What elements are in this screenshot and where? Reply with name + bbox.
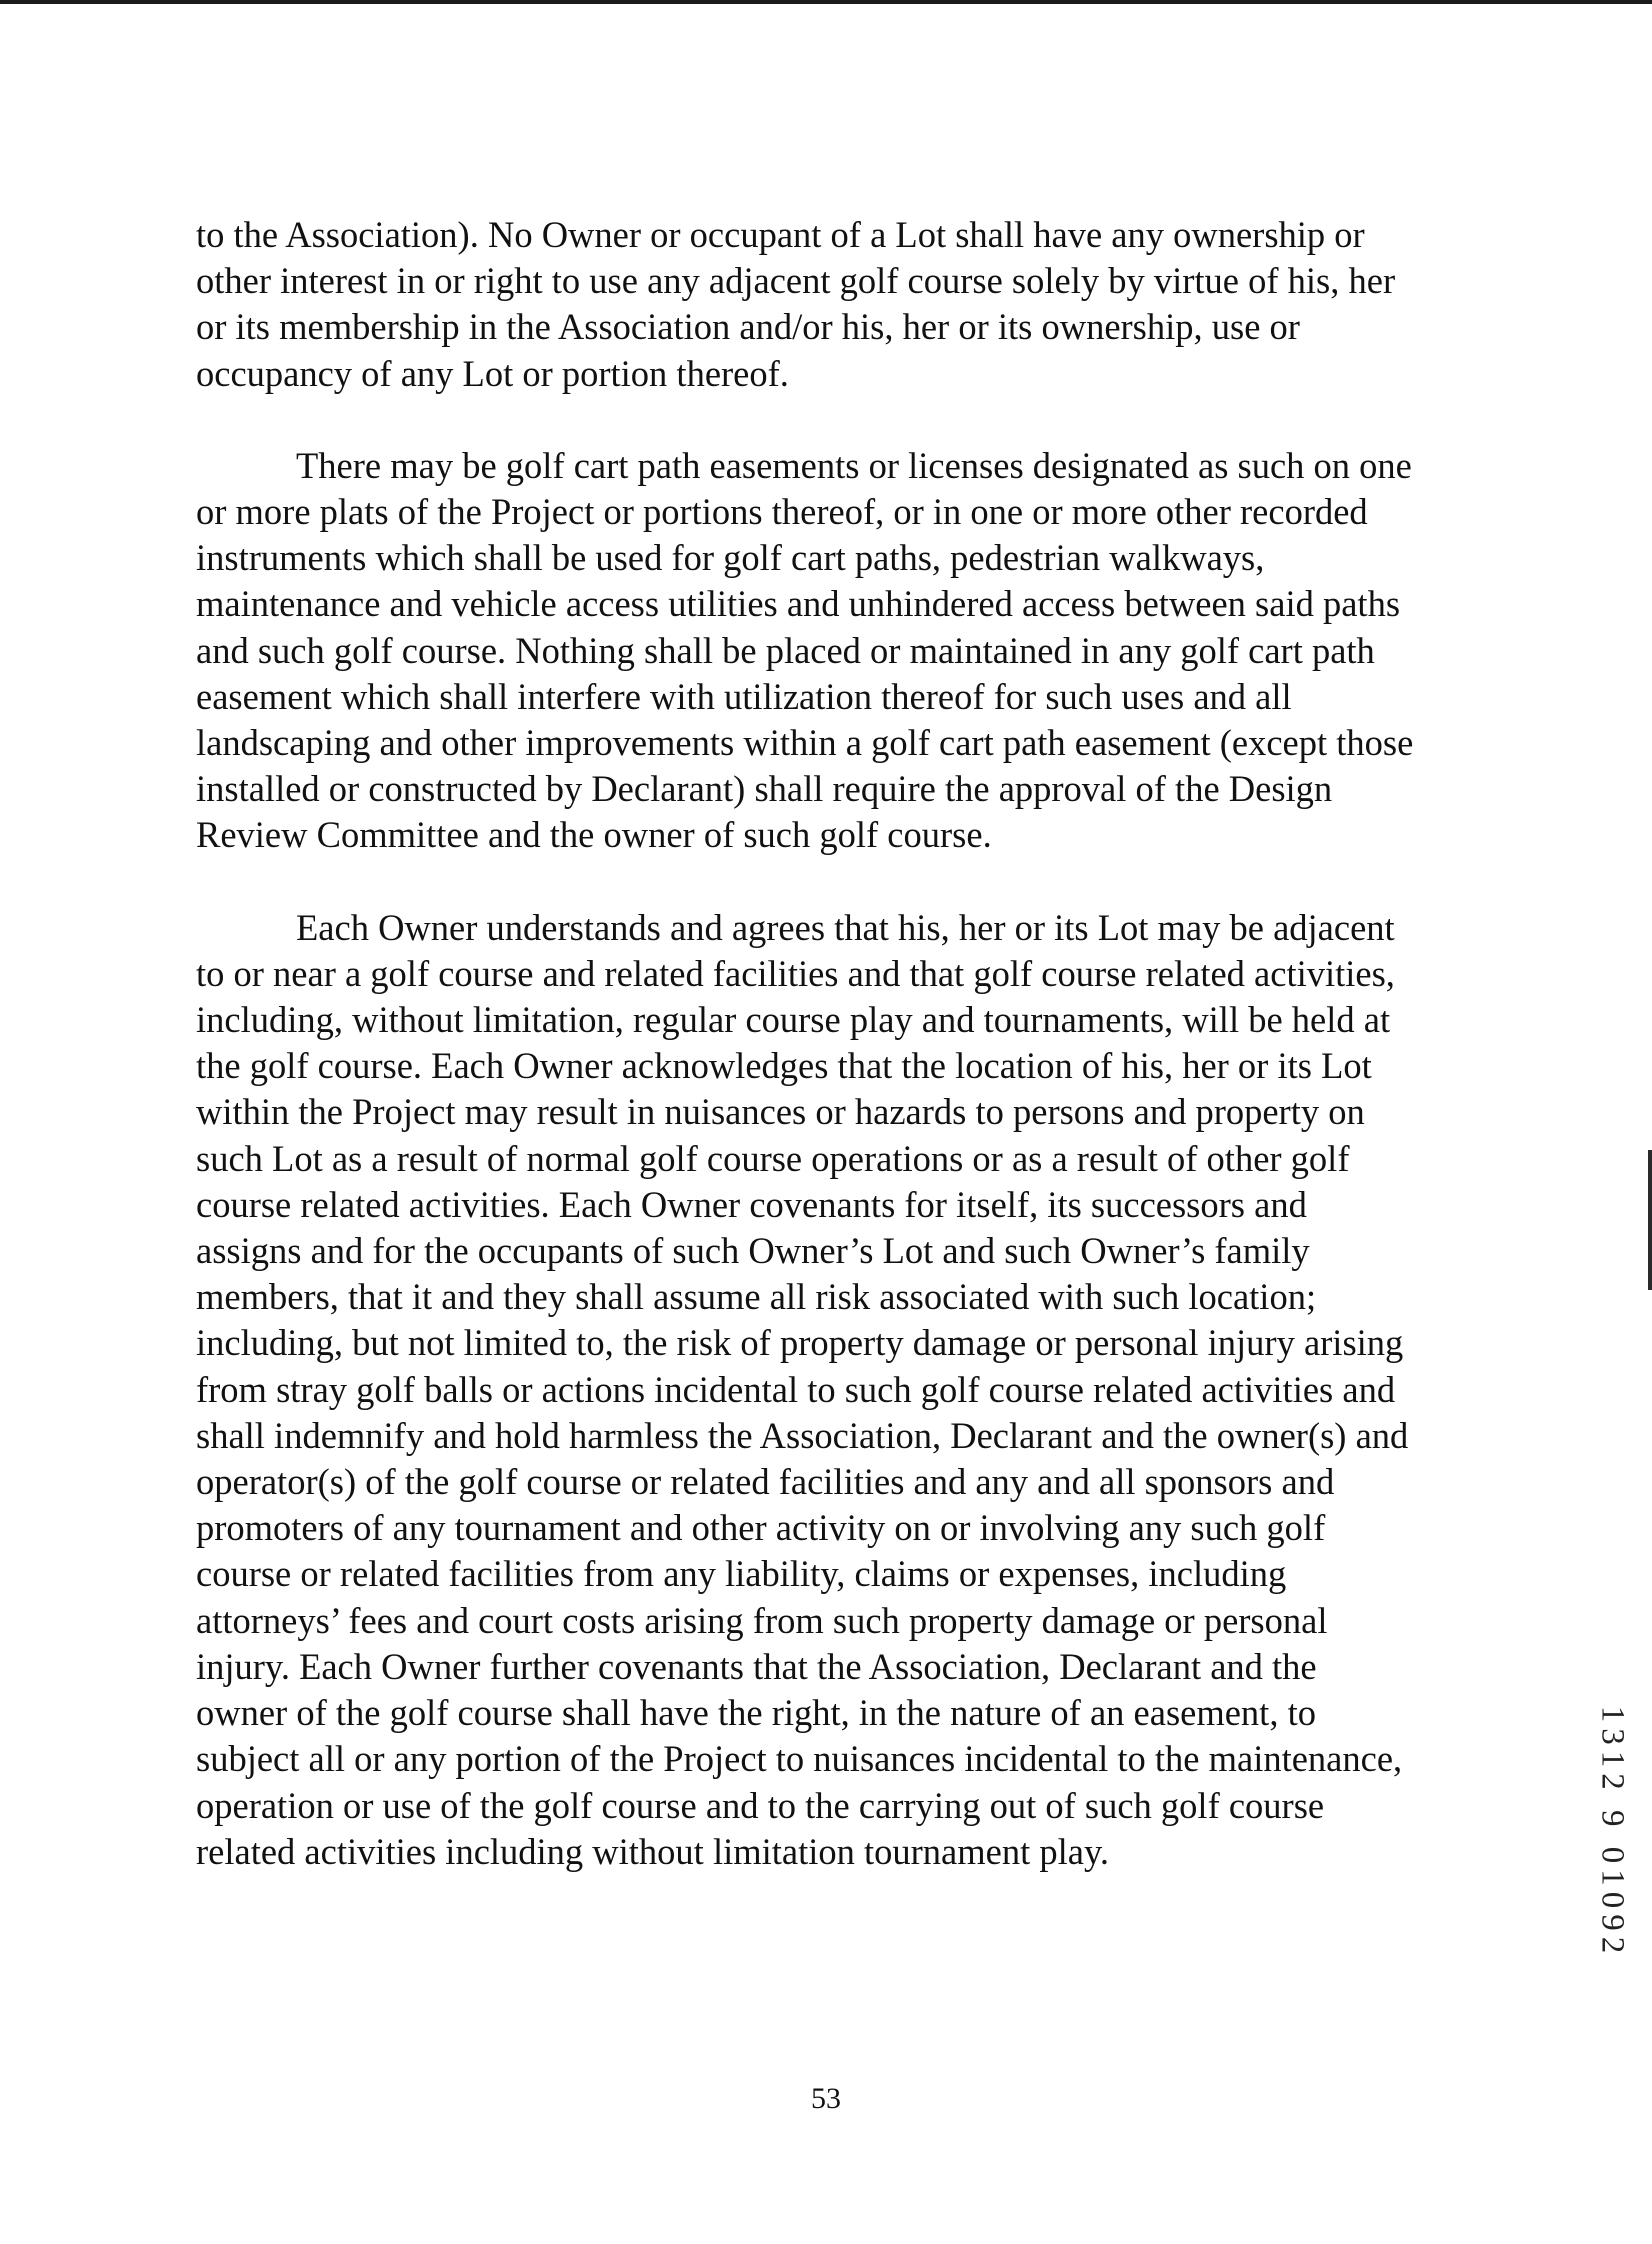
paragraph-golf-cart-easements: There may be golf cart path easements or licenses designated as such on one or more plats of the Project or portions thereof, or in one or more other recorded instruments which shall be used for golf cart paths, pedestrian walkways, maintenance and vehicle access utilities and unhindered access between said paths and such golf course. Nothing shall be placed or maintained in any golf cart path easement which shall interfere with utilization thereof for such uses and all landscaping and other improvements within a golf cart path easement (except those installed or constructed by Declarant) shall require the approval of the Design Review Committee and the owner of such golf course.	[196, 444, 1414, 856]
document-body	[196, 212, 1416, 1921]
paragraph-continuation: to the Association). No Owner or occupant of a Lot shall have any ownership or other interest in or right to use any adjacent golf course solely by virtue of his, her or its membership in the Association and/or his, her or its ownership, use or occupancy of any Lot or portion thereof.	[196, 214, 1396, 394]
paragraph-owner-risk: Each Owner understands and agrees that his, her or its Lot may be adjacent to or near a golf course and related facilities and that golf course related activities, including, without limitation, regular course play and tournaments, will be held at the golf course. Each Owner acknowledges that the location of his, her or its Lot within the Project may result in nuisances or hazards to persons and property on such Lot as a result of normal golf course operations or as a result of other golf course related activities. Each Owner covenants for itself, its successors and assigns and for the occupants of such Owner’s Lot and such Owner’s family members, that it and they shall assume all risk associated with such location; including, but not limited to, the risk of property damage or personal injury arising from stray golf balls or actions incidental to such golf course related activities and shall indemnify and hold harmless the Association, Declarant and the owner(s) and operator(s) of the golf course or related facilities and any and all sponsors and promoters of any tournament and other activity on or involving any such golf course or related facilities from any liability, claims or expenses, including attorneys’ fees and court costs arising from such property damage or personal injury. Each Owner further covenants that the Association, Declarant and the owner of the golf course shall have the right, in the nature of an easement, to subject all or any portion of the Project to nuisances incidental to the maintenance, operation or use of the golf course and to the carrying out of such golf course related activities including without limitation tournament play.	[196, 906, 1409, 1872]
top-border-rule	[0, 0, 1652, 4]
scan-edge-mark	[1648, 1150, 1652, 1290]
recording-stamp-number: 1312 9 01092	[1594, 1705, 1631, 1959]
page-number: 53	[811, 2082, 841, 2115]
recording-stamp	[1592, 1612, 1632, 2052]
